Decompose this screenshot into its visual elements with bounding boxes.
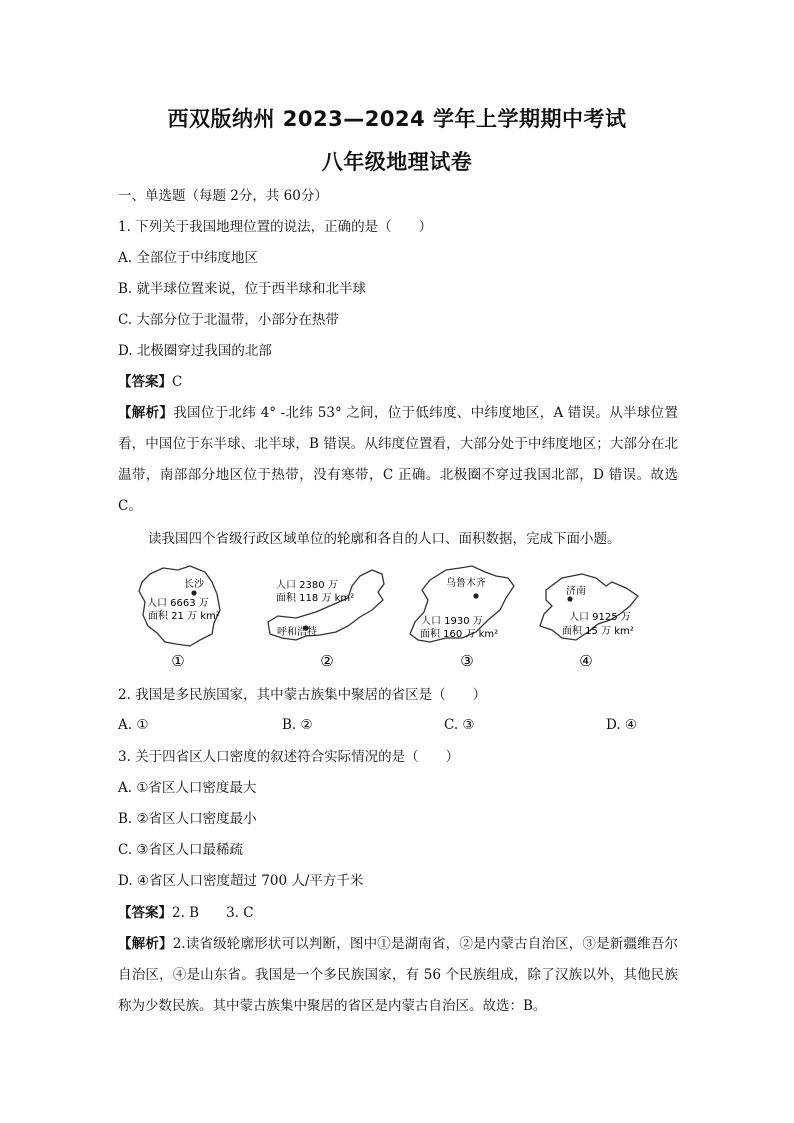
map-2-number: ② xyxy=(320,652,334,670)
analysis-tag: 【解析】 xyxy=(118,405,174,421)
q1-option-c: C. 大部分位于北温带，小部分在热带 xyxy=(118,312,339,328)
q2-option-b: B. ② xyxy=(282,717,313,733)
q2-option-a: A. ① xyxy=(118,717,149,733)
q3-option-d: D. ④省区人口密度超过 700 人/平方千米 xyxy=(118,873,364,889)
q1-answer xyxy=(118,372,182,392)
q1-option-a: A. 全部位于中纬度地区 xyxy=(118,250,258,266)
map-4-shandong xyxy=(540,574,638,670)
q3-stem: 3. 关于四省区人口密度的叙述符合实际情况的是（ ） xyxy=(118,749,460,765)
q23-analysis xyxy=(118,929,678,1022)
map-2-city: 呼和浩特 xyxy=(277,627,317,638)
analysis-text: 2.读省级轮廓形状可以判断，图中①是湖南省，②是内蒙古自治区，③是新疆维吾尔自治区，④是山东省。我国是一个多民族国家，有 56 个民族组成，除了汉族以外，其他民族称为少数民族。其中蒙古族集中聚居的省区是内蒙古自治区。故选：B。 xyxy=(118,936,678,1014)
map-3-xinjiang xyxy=(410,566,514,670)
map-1-number: ① xyxy=(171,652,185,670)
exam-subtitle: 八年级地理试卷 xyxy=(321,150,473,174)
map-3-city: 乌鲁木齐 xyxy=(446,578,486,589)
q23-answer xyxy=(118,903,254,923)
map-4-pop: 人口 9125 万 xyxy=(569,612,631,623)
analysis-text: 我国位于北纬 4° -北纬 53° 之间，位于低纬度、中纬度地区，A 错误。从半球位置看，中国位于东半球、北半球，B 错误。从纬度位置看，大部分处于中纬度地区；大部分在北温带，南部部分地区位于热带，没有寒带，C 正确。北极圈不穿过我国北部，D 错误。故选 C。 xyxy=(118,405,678,514)
q1-analysis xyxy=(118,398,678,522)
q3-option-c: C. ③省区人口最稀疏 xyxy=(118,842,244,858)
map-1-hunan xyxy=(139,566,220,670)
q3-option-b: B. ②省区人口密度最小 xyxy=(118,811,257,827)
answer-tag: 【答案】 xyxy=(118,374,172,390)
answer-value: C xyxy=(172,374,183,390)
map-2-pop: 人口 2380 万 xyxy=(276,580,338,591)
province-maps-figure xyxy=(0,560,794,670)
exam-title: 西双版纳州 2023—2024 学年上学期期中考试 xyxy=(167,107,627,131)
intro-text: 读我国四个省级行政区域单位的轮廓和各自的人口、面积数据，完成下面小题。 xyxy=(148,531,621,547)
section-heading: 一、单选题（每题 2分，共 60分） xyxy=(118,188,328,204)
answer-tag: 【答案】 xyxy=(118,905,172,921)
q1-stem: 1. 下列关于我国地理位置的说法，正确的是（ ） xyxy=(118,219,433,235)
answer-value: 2. B 3. C xyxy=(172,905,254,921)
q1-option-b: B. 就半球位置来说，位于西半球和北半球 xyxy=(118,281,367,297)
map-3-number: ③ xyxy=(460,652,474,670)
q2-option-d: D. ④ xyxy=(606,717,638,733)
q3-option-a: A. ①省区人口密度最大 xyxy=(118,780,257,796)
map-2-inner-mongolia xyxy=(268,570,384,670)
q2-option-c: C. ③ xyxy=(444,717,475,733)
map-4-city: 济南 xyxy=(566,586,586,597)
q2-stem: 2. 我国是多民族国家，其中蒙古族集中聚居的省区是（ ） xyxy=(118,687,487,703)
map-2-area: 面积 118 万 km² xyxy=(276,593,355,604)
map-1-area: 面积 21 万 km² xyxy=(148,611,220,622)
map-3-pop: 人口 1930 万 xyxy=(421,616,483,627)
analysis-tag: 【解析】 xyxy=(118,936,173,952)
q1-option-d: D. 北极圈穿过我国的北部 xyxy=(118,343,272,359)
map-1-city: 长沙 xyxy=(184,579,204,590)
map-3-area: 面积 160 万 km² xyxy=(420,629,499,640)
map-4-number: ④ xyxy=(579,652,593,670)
map-4-area: 面积 15 万 km² xyxy=(562,626,634,637)
map-1-pop: 人口 6663 万 xyxy=(147,598,209,609)
